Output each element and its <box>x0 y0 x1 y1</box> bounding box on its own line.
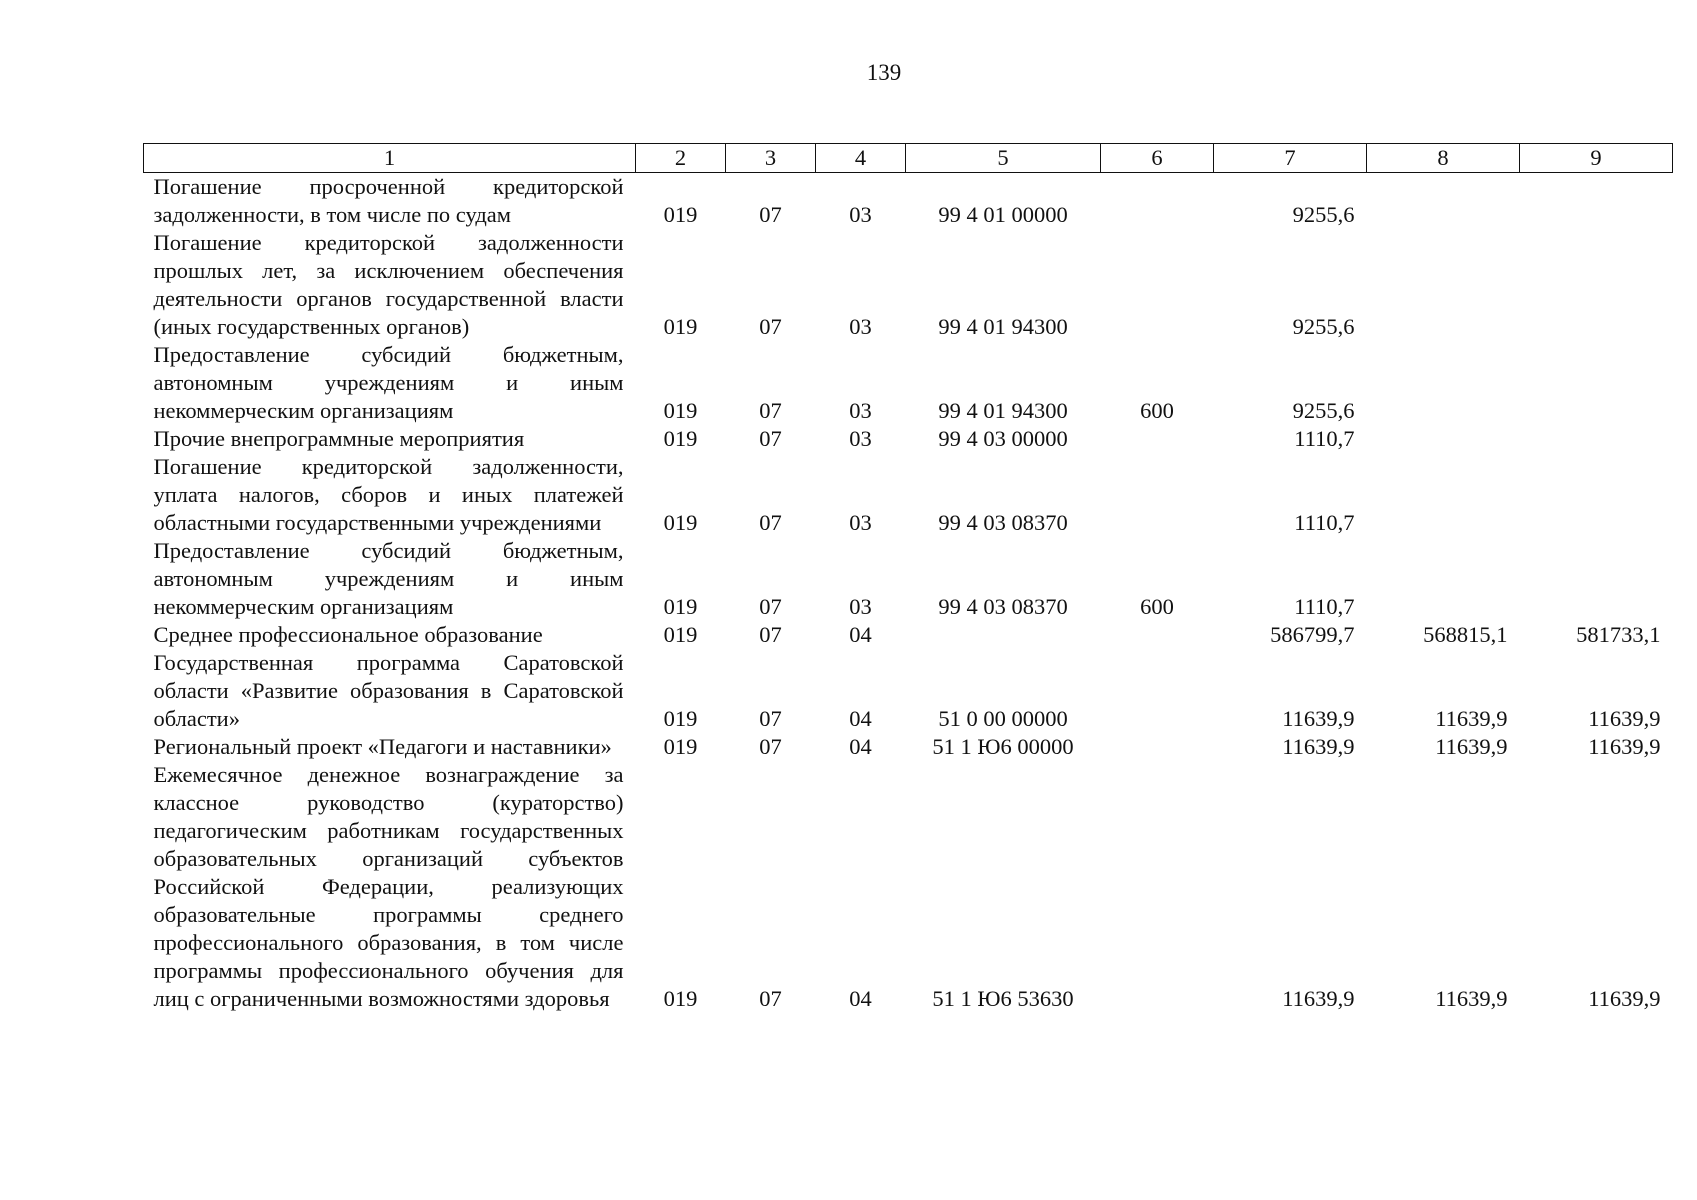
target-article-cell: 99 4 03 08370 <box>938 594 1068 619</box>
amount-col8-cell <box>1367 425 1520 453</box>
ministry-code-cell: 019 <box>663 510 698 535</box>
subsection-code-cell: 04 <box>849 622 872 647</box>
page-number: 139 <box>866 60 902 85</box>
target-article-cell: 99 4 03 00000 <box>938 426 1068 451</box>
ministry-code-cell: 019 <box>663 622 698 647</box>
amount-col9-cell <box>1520 229 1673 341</box>
amount-col8-cell <box>1367 341 1520 425</box>
table-row <box>144 453 1673 537</box>
amount-col7-cell: 11639,9 <box>1282 986 1355 1011</box>
amount-col8-cell <box>1367 173 1520 230</box>
table-row <box>144 537 1673 621</box>
amount-col9-cell: 581733,1 <box>1576 622 1661 647</box>
budget-table <box>143 143 1673 1013</box>
amount-col7-cell: 9255,6 <box>1292 202 1355 227</box>
table-row <box>144 733 1673 761</box>
section-code-cell: 07 <box>759 986 782 1011</box>
column-header: 8 <box>1367 144 1520 173</box>
amount-col9-cell: 11639,9 <box>1588 986 1661 1011</box>
expense-type-cell <box>1101 425 1214 453</box>
amount-col7-cell: 1110,7 <box>1294 426 1355 451</box>
amount-col7-cell: 9255,6 <box>1292 398 1355 423</box>
amount-col7-cell: 11639,9 <box>1282 734 1355 759</box>
expense-type-cell <box>1101 173 1214 230</box>
section-code-cell: 07 <box>759 202 782 227</box>
section-code-cell: 07 <box>759 398 782 423</box>
row-name-cell: Погашение просроченной кредиторской задолженности, в том числе по судам <box>153 174 624 227</box>
expense-type-cell <box>1101 621 1214 649</box>
amount-col9-cell <box>1520 537 1673 621</box>
amount-col9-cell <box>1520 425 1673 453</box>
row-name-cell: Погашение кредиторской задолженности прошлых лет, за исключением обеспечения деятельности органов государственной власти (иных государственных органов) <box>153 230 624 339</box>
subsection-code-cell: 03 <box>849 202 872 227</box>
table-row <box>144 649 1673 733</box>
expense-type-cell <box>1101 733 1214 761</box>
ministry-code-cell: 019 <box>663 202 698 227</box>
amount-col7-cell: 9255,6 <box>1292 314 1355 339</box>
ministry-code-cell: 019 <box>663 314 698 339</box>
row-name-cell: Региональный проект «Педагоги и наставники» <box>153 734 612 759</box>
target-article-cell: 99 4 03 08370 <box>938 510 1068 535</box>
subsection-code-cell: 03 <box>849 398 872 423</box>
amount-col7-cell: 11639,9 <box>1282 706 1355 731</box>
expense-type-cell: 600 <box>1140 398 1174 423</box>
amount-col9-cell <box>1520 173 1673 230</box>
subsection-code-cell: 04 <box>849 734 872 759</box>
table-row <box>144 173 1673 230</box>
section-code-cell: 07 <box>759 706 782 731</box>
amount-col9-cell <box>1520 453 1673 537</box>
column-header: 2 <box>636 144 726 173</box>
amount-col8-cell <box>1367 453 1520 537</box>
row-name-cell: Прочие внепрограммные мероприятия <box>153 426 525 451</box>
row-name-cell: Предоставление субсидий бюджетным, автономным учреждениям и иным некоммерческим организациям <box>153 342 624 423</box>
column-header: 1 <box>144 144 636 173</box>
table-header <box>144 144 1673 173</box>
ministry-code-cell: 019 <box>663 986 698 1011</box>
section-code-cell: 07 <box>759 622 782 647</box>
header-row <box>144 144 1673 173</box>
column-header: 4 <box>816 144 906 173</box>
section-code-cell: 07 <box>759 314 782 339</box>
table-body <box>144 173 1673 1014</box>
amount-col8-cell: 11639,9 <box>1435 734 1508 759</box>
table-row <box>144 621 1673 649</box>
expense-type-cell <box>1101 453 1214 537</box>
expense-type-cell: 600 <box>1140 594 1174 619</box>
subsection-code-cell: 03 <box>849 594 872 619</box>
amount-col7-cell: 586799,7 <box>1270 622 1355 647</box>
section-code-cell: 07 <box>759 510 782 535</box>
table-row <box>144 229 1673 341</box>
row-name-cell: Ежемесячное денежное вознаграждение за классное руководство (кураторство) педагогическим работникам государственных образовательных организаций субъектов Российской Федерации, реализующих образовательные программы среднего профессионального образования, в том числе программы профессионального обучения для лиц с ограниченными возможностями здоровья <box>153 762 624 1011</box>
ministry-code-cell: 019 <box>663 734 698 759</box>
subsection-code-cell: 04 <box>849 986 872 1011</box>
section-code-cell: 07 <box>759 734 782 759</box>
amount-col7-cell: 1110,7 <box>1294 510 1355 535</box>
row-name-cell: Государственная программа Саратовской области «Развитие образования в Саратовской области» <box>153 650 624 731</box>
table-row <box>144 761 1673 1013</box>
target-article-cell: 99 4 01 00000 <box>938 202 1068 227</box>
expense-type-cell <box>1101 761 1214 1013</box>
ministry-code-cell: 019 <box>663 426 698 451</box>
target-article-cell: 51 1 Ю6 53630 <box>932 986 1074 1011</box>
section-code-cell: 07 <box>759 426 782 451</box>
amount-col9-cell: 11639,9 <box>1588 734 1661 759</box>
amount-col8-cell: 11639,9 <box>1435 706 1508 731</box>
amount-col9-cell: 11639,9 <box>1588 706 1661 731</box>
target-article-cell: 51 0 00 00000 <box>938 706 1068 731</box>
column-header: 9 <box>1520 144 1673 173</box>
row-name-cell: Среднее профессиональное образование <box>153 622 543 647</box>
table-row <box>144 341 1673 425</box>
amount-col8-cell: 568815,1 <box>1423 622 1508 647</box>
column-header: 3 <box>726 144 816 173</box>
subsection-code-cell: 03 <box>849 510 872 535</box>
subsection-code-cell: 03 <box>849 314 872 339</box>
table-row <box>144 425 1673 453</box>
expense-type-cell <box>1101 229 1214 341</box>
amount-col8-cell: 11639,9 <box>1435 986 1508 1011</box>
column-header: 6 <box>1101 144 1214 173</box>
ministry-code-cell: 019 <box>663 594 698 619</box>
column-header: 5 <box>906 144 1101 173</box>
target-article-cell: 99 4 01 94300 <box>938 398 1068 423</box>
amount-col8-cell <box>1367 537 1520 621</box>
amount-col8-cell <box>1367 229 1520 341</box>
amount-col9-cell <box>1520 341 1673 425</box>
target-article-cell <box>906 621 1101 649</box>
amount-col7-cell: 1110,7 <box>1294 594 1355 619</box>
section-code-cell: 07 <box>759 594 782 619</box>
row-name-cell: Погашение кредиторской задолженности, уплата налогов, сборов и иных платежей областными государственными учреждениями <box>153 454 624 535</box>
row-name-cell: Предоставление субсидий бюджетным, автономным учреждениям и иным некоммерческим организациям <box>153 538 624 619</box>
ministry-code-cell: 019 <box>663 706 698 731</box>
target-article-cell: 51 1 Ю6 00000 <box>932 734 1074 759</box>
ministry-code-cell: 019 <box>663 398 698 423</box>
target-article-cell: 99 4 01 94300 <box>938 314 1068 339</box>
column-header: 7 <box>1214 144 1367 173</box>
subsection-code-cell: 03 <box>849 426 872 451</box>
subsection-code-cell: 04 <box>849 706 872 731</box>
expense-type-cell <box>1101 649 1214 733</box>
